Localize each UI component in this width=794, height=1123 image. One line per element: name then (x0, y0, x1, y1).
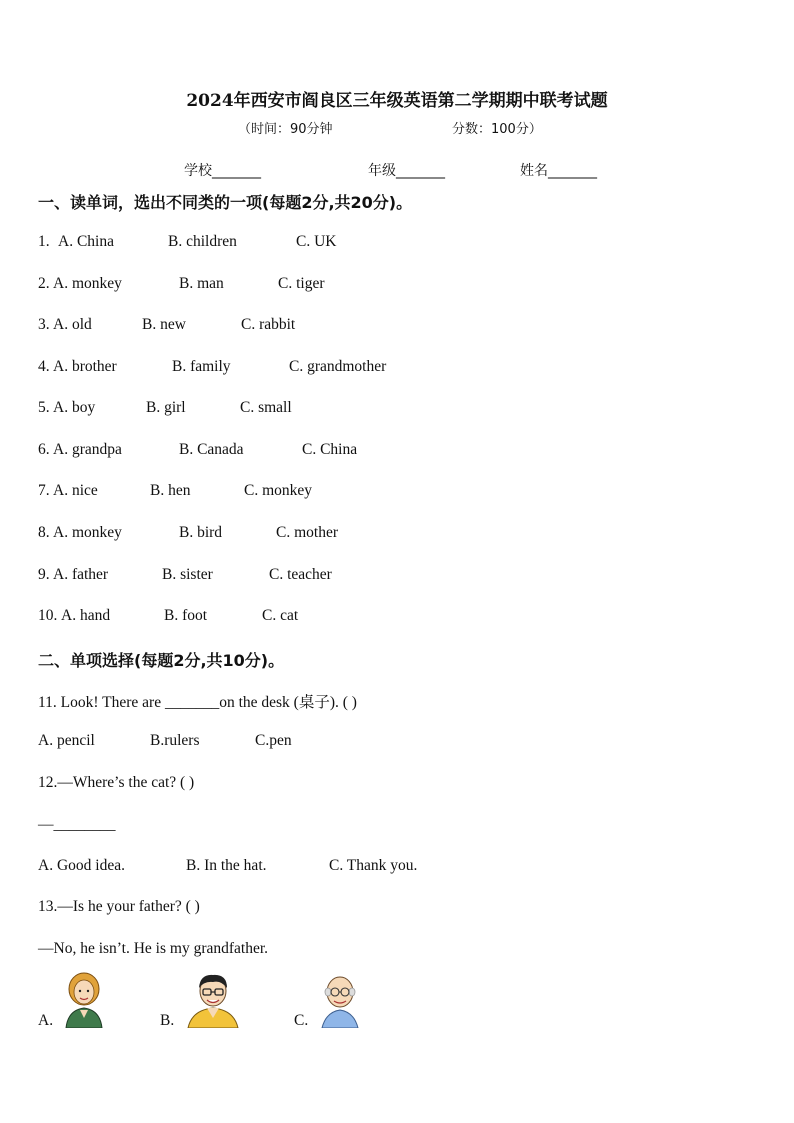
question-12-options (38, 857, 738, 879)
question-number: 2. (38, 275, 50, 292)
option-a[interactable]: A. China (58, 233, 114, 250)
option-c[interactable]: C. cat (262, 607, 299, 624)
grandfather-portrait-icon[interactable] (318, 972, 362, 1028)
question-row (38, 399, 738, 421)
option-a[interactable]: A. boy (53, 399, 96, 416)
question-11-stem: 11. Look! There are _______on the desk (桌子). ( ) (38, 694, 357, 711)
section-2-heading: 二、单项选择(每题2分,共10分)。 (38, 651, 285, 670)
question-13-stem: 13.—Is he your father? ( ) (38, 898, 200, 915)
option-b[interactable]: B. sister (162, 566, 213, 583)
option-b[interactable]: B. In the hat. (186, 857, 267, 874)
question-number: 7. (38, 482, 50, 499)
question-row (38, 566, 738, 588)
question-11-options (38, 732, 738, 754)
option-a[interactable]: A. grandpa (53, 441, 122, 458)
question-row (38, 441, 738, 463)
name-field[interactable]: 姓名_______ (520, 163, 597, 179)
option-a[interactable]: A. old (53, 316, 92, 333)
option-c[interactable]: C. Thank you. (329, 857, 418, 874)
question-row (38, 275, 738, 297)
question-row (38, 358, 738, 380)
option-c[interactable]: C. small (240, 399, 292, 416)
question-number: 3. (38, 316, 50, 333)
option-c[interactable]: C. grandmother (289, 358, 387, 375)
option-a[interactable]: A. (38, 1012, 54, 1029)
option-b[interactable]: B. hen (150, 482, 191, 499)
option-a[interactable]: A. father (53, 566, 109, 583)
option-b[interactable]: B. family (172, 358, 231, 375)
question-12-answer-blank: —________ (38, 816, 116, 833)
question-number: 5. (38, 399, 50, 416)
option-a[interactable]: A. Good idea. (38, 857, 125, 874)
man-with-glasses-portrait-icon[interactable] (186, 970, 240, 1028)
question-number: 6. (38, 441, 50, 458)
option-c[interactable]: C. teacher (269, 566, 332, 583)
question-number: 8. (38, 524, 50, 541)
question-number: 4. (38, 358, 50, 375)
question-row (38, 607, 738, 629)
option-b[interactable]: B. bird (179, 524, 223, 541)
option-a[interactable]: A. monkey (53, 275, 122, 292)
option-c[interactable]: C.pen (255, 732, 292, 749)
option-b[interactable]: B. foot (164, 607, 208, 624)
option-b[interactable]: B. (160, 1012, 175, 1029)
question-number: 10. (38, 607, 58, 624)
question-row (38, 524, 738, 546)
woman-portrait-icon[interactable] (62, 972, 106, 1028)
question-row (38, 316, 738, 338)
exam-time: （时间：90分钟 (238, 122, 333, 137)
option-a[interactable]: A. brother (53, 358, 117, 375)
option-b[interactable]: B.rulers (150, 732, 200, 749)
option-c[interactable]: C. rabbit (241, 316, 296, 333)
question-13-dialogue: —No, he isn’t. He is my grandfather. (38, 940, 269, 957)
school-field[interactable]: 学校_______ (184, 163, 261, 179)
question-row (38, 233, 738, 255)
option-b[interactable]: B. girl (146, 399, 186, 416)
question-number: 1. (38, 233, 50, 250)
grade-field[interactable]: 年级_______ (368, 163, 445, 179)
option-c[interactable]: C. China (302, 441, 358, 458)
option-a[interactable]: A. nice (53, 482, 98, 499)
option-a[interactable]: A. monkey (53, 524, 122, 541)
option-c[interactable]: C. monkey (244, 482, 313, 499)
option-a[interactable]: A. pencil (38, 732, 95, 749)
option-c[interactable]: C. mother (276, 524, 338, 541)
option-b[interactable]: B. Canada (179, 441, 244, 458)
exam-score: 分数：100分） (452, 122, 542, 137)
question-12-stem: 12.—Where’s the cat? ( ) (38, 774, 195, 791)
option-b[interactable]: B. new (142, 316, 186, 333)
option-c[interactable]: C. (294, 1012, 309, 1029)
option-c[interactable]: C. UK (296, 233, 337, 250)
option-b[interactable]: B. children (168, 233, 237, 250)
section-1-heading: 一、读单词，选出不同类的一项(每题2分,共20分)。 (38, 193, 413, 212)
option-c[interactable]: C. tiger (278, 275, 325, 292)
option-a[interactable]: A. hand (61, 607, 111, 624)
question-row (38, 482, 738, 504)
option-b[interactable]: B. man (179, 275, 224, 292)
question-number: 9. (38, 566, 50, 583)
page-title: 2024年西安市阎良区三年级英语第二学期期中联考试题 (186, 91, 608, 111)
